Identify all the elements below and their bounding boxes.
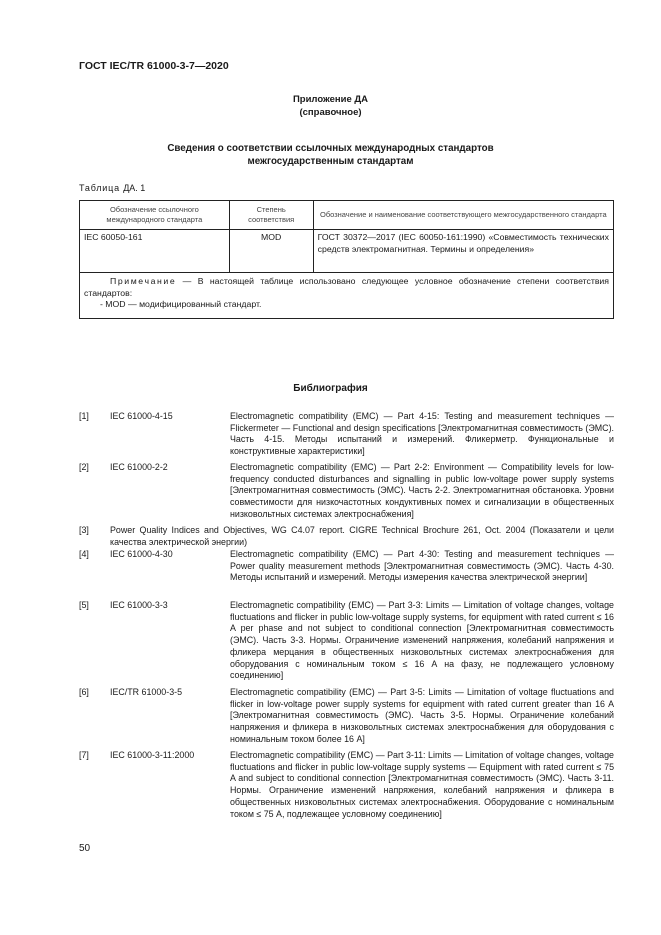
table-note [80, 273, 614, 319]
table-note-text-block [84, 276, 609, 299]
bibliography-entry [79, 525, 614, 548]
bibliography-entry-text: Electromagnetic compatibility (EMC) — Part 3-5: Limits — Limitation of voltage fluctuations and flicker in low-voltage power supply systems for equipment with rated current greater than 16 A [Электромагнитная совместимость (ЭМС). Часть 3-5. Нормы. Ограничение колебаний напряжения и фликера в низковольтных системах электроснабжения для оборудования с номинальным током более 16 А] [230, 687, 614, 744]
annex-subtitle: (справочное) [299, 107, 362, 118]
bibliography-entry-text: Power Quality Indices and Objectives, WG C4.07 report. CIGRE Technical Brochure 261, Oct. 2004 (Показатели и цели качества электрической энергии) [110, 525, 614, 547]
bibliography-entry-number: [2] [79, 462, 89, 472]
annex-heading [0, 93, 661, 119]
table-row [80, 230, 614, 273]
column-header-degree: Степень соответствия [229, 201, 313, 230]
page-number: 50 [79, 843, 91, 854]
bibliography-entry [79, 687, 614, 746]
cell-ref-standard: IEC 60050-161 [80, 230, 230, 273]
section-title-line2: межгосударственным стандартам [247, 156, 414, 167]
bibliography-entry-number: [4] [79, 549, 89, 559]
table-caption-prefix: Таблица [79, 183, 120, 193]
bibliography-entry-text: Electromagnetic compatibility (EMC) — Part 4-15: Testing and measurement techniques — Flickermeter — Functional and design specifications [Электромагнитная совместимость (ЭМС). Часть 4-15. Методы испытаний и измерений. Фликерметр. Функциональные и конструктивные характеристики] [230, 411, 614, 457]
column-header-national: Обозначение и наименование соответствующего межгосударственного стандарта [313, 201, 613, 230]
cell-degree: MOD [229, 230, 313, 273]
annex-title: Приложение ДА [292, 94, 369, 105]
note-item: - MOD — модифицированный стандарт. [100, 299, 262, 309]
table-caption-number: ДА. 1 [123, 183, 146, 193]
bibliography-entry [79, 462, 614, 521]
note-text: — В настоящей таблице использовано следующее условное обозначение степени соответствия стандартов: [84, 276, 609, 298]
section-title-line1: Сведения о соответствии ссылочных международных стандартов [167, 143, 494, 154]
bibliography-entry [79, 600, 614, 682]
bibliography-entry-text: Electromagnetic compatibility (EMC) — Part 2-2: Environment — Compatibility levels for low-frequency conducted disturbances and signalling in public low-voltage power supply systems [Электромагнитная совместимость (ЭМС). Часть 2-2. Электромагнитная обстановка. Уровни совместимости для низкочастотных кондуктивных помех и сигнализации в общественных низковольтных системах электроснабжения] [230, 462, 614, 519]
note-label: Примечание [110, 276, 177, 286]
bibliography-entry [79, 549, 614, 584]
bibliography-entry-code: IEC 61000-4-30 [110, 549, 173, 559]
section-title [0, 142, 661, 168]
bibliography-entry-number: [3] [79, 525, 89, 535]
bibliography-entry-code: IEC/TR 61000-3-5 [110, 687, 183, 697]
bibliography-entry-number: [1] [79, 411, 89, 421]
table-header-row [80, 201, 614, 230]
bibliography-entry-number: [6] [79, 687, 89, 697]
bibliography-entry-text: Electromagnetic compatibility (EMC) — Part 4-30: Testing and measurement techniques — Power quality measurement methods [Электромагнитная совместимость (ЭМС). Часть 4-30. Методы испытаний и измерений. Методы измерения качества электрической энергии] [230, 549, 614, 583]
document-header-code: ГОСТ IEC/TR 61000-3-7—2020 [79, 60, 229, 72]
bibliography-entry-number: [5] [79, 600, 89, 610]
bibliography-entry-text: Electromagnetic compatibility (EMC) — Part 3-11: Limits — Limitation of voltage changes, voltage fluctuations and flicker in public low-voltage supply systems — Equipment with rated current ≤ 75 A and subject to conditional connection [Электромагнитная совместимость (ЭМС). Часть 3-11. Нормы. Ограничение изменений напряжения, колебаний напряжения и фликера в общественных низковольтных системах электроснабжения. Оборудование с номинальным током ≤ 75 А, подлежащее условному соединению] [230, 750, 614, 819]
table-note-row [80, 273, 614, 319]
correspondence-table [79, 200, 614, 319]
bibliography-entry [79, 750, 614, 820]
column-header-ref: Обозначение ссылочного международного стандарта [80, 201, 230, 230]
bibliography-entry-number: [7] [79, 750, 89, 760]
cell-national-standard: ГОСТ 30372—2017 (IEC 60050-161:1990) «Совместимость технических средств электромагнитная. Термины и определения» [313, 230, 613, 273]
bibliography-title: Библиография [293, 383, 368, 394]
bibliography-entry-text: Electromagnetic compatibility (EMC) — Part 3-3: Limits — Limitation of voltage changes, voltage fluctuations and flicker in public low-voltage supply systems, for equipment with rated current ≤ 16 A per phase and not subject to conditional connection [Электромагнитная совместимость (ЭМС). Часть 3-3. Нормы. Ограничение изменений напряжения, колебаний напряжения и фликера мерцания в общественных низковольтных системах электроснабжения для оборудования с номинальным током ≤ 16 А на фазу, не подлежащего условному соединению] [230, 600, 614, 681]
bibliography-entry-code: IEC 61000-3-11:2000 [110, 750, 195, 760]
table-caption [79, 183, 145, 193]
bibliography-entry-code: IEC 61000-4-15 [110, 411, 173, 421]
bibliography-entry-code: IEC 61000-2-2 [110, 462, 168, 472]
bibliography-entry [79, 411, 614, 458]
bibliography-entry-code: IEC 61000-3-3 [110, 600, 168, 610]
